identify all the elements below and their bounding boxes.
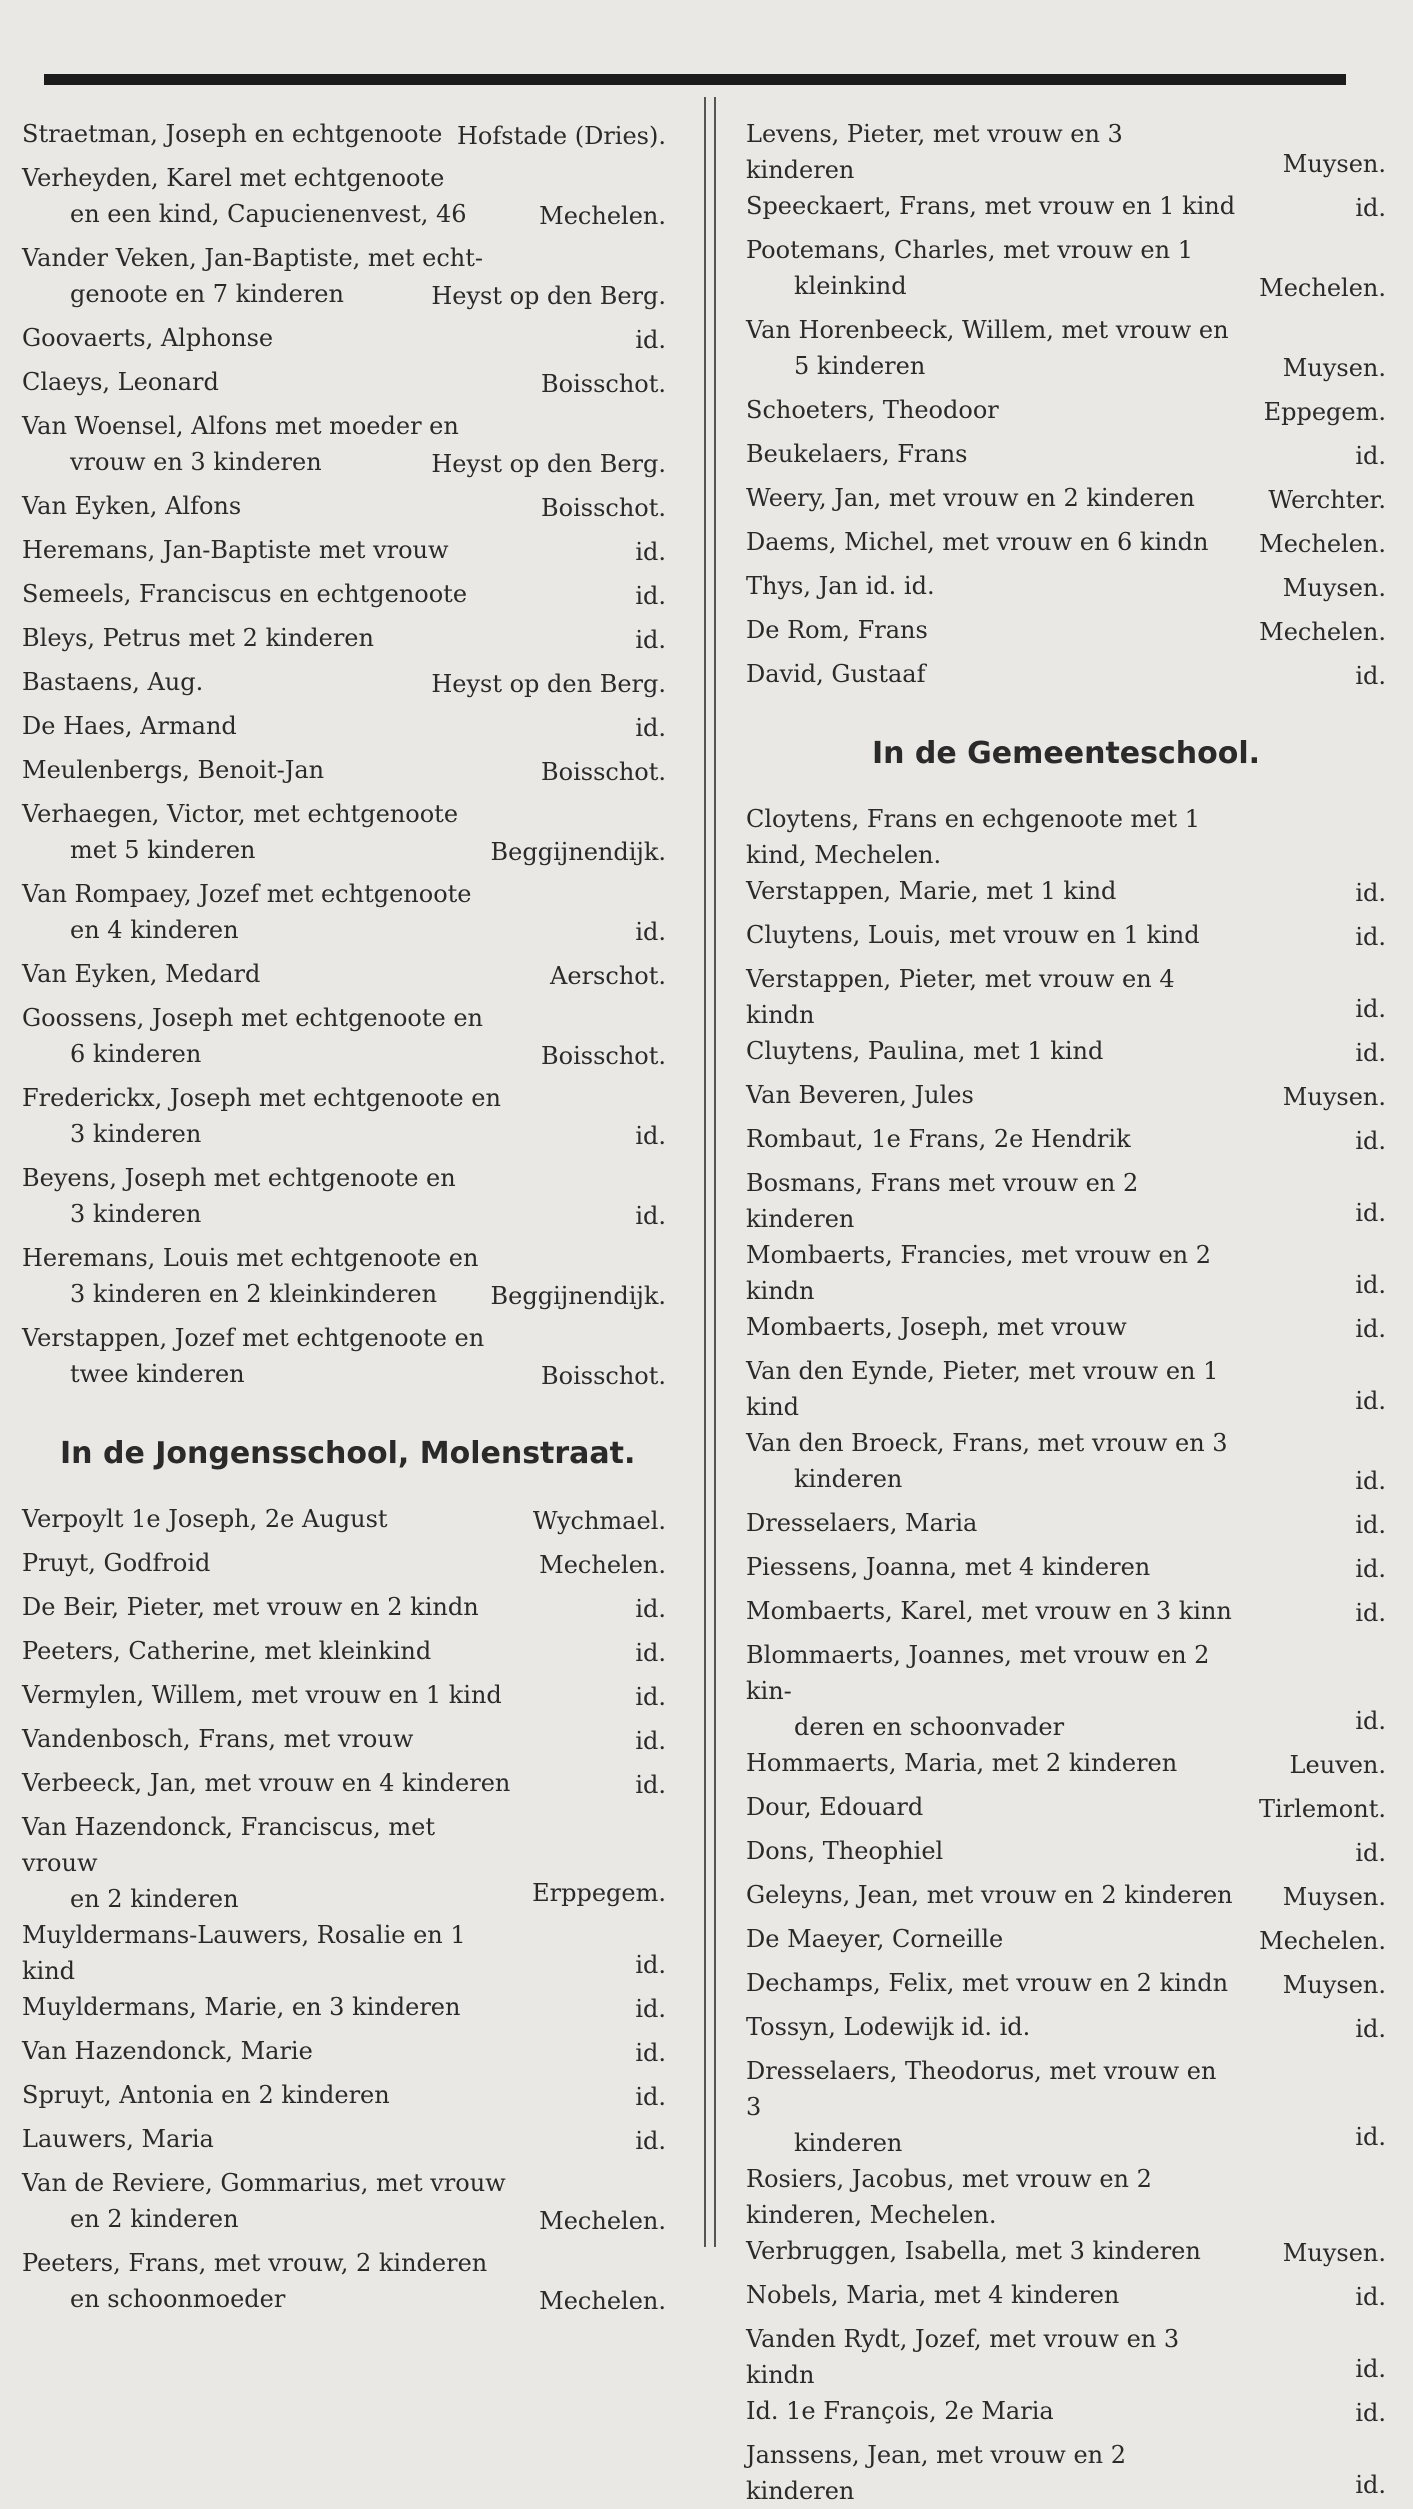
entry-place: Muysen.: [1282, 150, 1386, 178]
list-entry: [746, 1833, 1386, 1877]
entry-continuation: en schoonmoeder: [70, 2285, 286, 2313]
entry-name: Peeters, Frans, met vrouw, 2 kinderen: [22, 2249, 488, 2277]
entry-place: id.: [635, 626, 666, 654]
list-entry: [746, 1965, 1386, 2009]
entry-name: Van Hazendonck, Franciscus, met vrouw: [22, 1813, 435, 1877]
list-entry: [746, 568, 1386, 612]
entry-name: Semeels, Franciscus en echtgenoote: [22, 580, 468, 608]
entry-place: id.: [1355, 2123, 1386, 2151]
entry-place: Muysen.: [1282, 1971, 1386, 1999]
entry-place: id.: [635, 918, 666, 946]
entry-place: Boisschot.: [540, 494, 666, 522]
entry-name: Cluytens, Paulina, met 1 kind: [746, 1037, 1104, 1065]
list-entry: [746, 2277, 1386, 2321]
entry-place: Muysen.: [1282, 354, 1386, 382]
list-entry: [22, 956, 666, 1000]
entry-name: Verstappen, Pieter, met vrouw en 4 kindn: [746, 965, 1175, 1029]
entry-place: id.: [1355, 923, 1386, 951]
entry-name: Van den Broeck, Frans, met vrouw en 3: [746, 1429, 1228, 1457]
entry-continuation: 3 kinderen: [70, 1200, 202, 1228]
entry-name: Straetman, Joseph en echtgenoote: [22, 120, 443, 148]
entry-continuation: 6 kinderen: [70, 1040, 202, 1068]
entry-place: id.: [635, 2083, 666, 2111]
list-entry: [746, 1077, 1386, 1121]
entry-continuation: 3 kinderen: [70, 1120, 202, 1148]
entry-name: Van Hazendonck, Marie: [22, 2037, 313, 2065]
list-entry: [22, 664, 666, 708]
list-entry: [22, 2245, 666, 2325]
entry-place: Hofstade (Dries).: [457, 122, 666, 150]
entry-name: Dechamps, Felix, met vrouw en 2 kindn: [746, 1969, 1229, 1997]
entry-name: Lauwers, Maria: [22, 2125, 214, 2153]
list-entry: [746, 1353, 1386, 1425]
entry-name: Van Beveren, Jules: [746, 1081, 974, 1109]
entry-name: Goovaerts, Alphonse: [22, 324, 274, 352]
entry-place: id.: [635, 1639, 666, 1667]
list-entry: [22, 1000, 666, 1080]
list-entry: [22, 240, 666, 320]
entry-continuation: 5 kinderen: [794, 352, 926, 380]
entry-name: De Rom, Frans: [746, 616, 928, 644]
list-entry: [746, 1877, 1386, 1921]
entry-name: Dresselaers, Maria: [746, 1509, 978, 1537]
entry-place: id.: [635, 1995, 666, 2023]
entry-name: Spruyt, Antonia en 2 kinderen: [22, 2081, 390, 2109]
list-entry: [22, 2121, 666, 2165]
list-entry: [746, 961, 1386, 1033]
entry-name: Bosmans, Frans met vrouw en 2 kinderen: [746, 1169, 1139, 1233]
entry-continuation: genoote en 7 kinderen: [70, 280, 344, 308]
entry-name: Rosiers, Jacobus, met vrouw en 2 kinderen, Mechelen.: [746, 2165, 1152, 2229]
entry-place: id.: [635, 1122, 666, 1150]
entry-name: Van den Eynde, Pieter, met vrouw en 1 kind: [746, 1357, 1219, 1421]
list-entry: [22, 1765, 666, 1809]
entry-place: id.: [1355, 2399, 1386, 2427]
entry-continuation: deren en schoonvader: [794, 1713, 1065, 1741]
entry-name: Weery, Jan, met vrouw en 2 kinderen: [746, 484, 1195, 512]
list-entry: [746, 524, 1386, 568]
entry-place: id.: [635, 582, 666, 610]
section-heading: In de Jongensschool, Molenstraat.: [60, 1436, 636, 1471]
list-entry: [22, 796, 666, 876]
entry-name: Heremans, Louis met echtgenoote en: [22, 1244, 479, 1272]
entry-place: Mechelen.: [539, 2287, 666, 2315]
list-entry: [746, 2009, 1386, 2053]
list-entry: [22, 1809, 666, 1917]
entry-name: Bastaens, Aug.: [22, 668, 204, 696]
entry-name: Pootemans, Charles, met vrouw en 1: [746, 236, 1193, 264]
entry-place: id.: [635, 1683, 666, 1711]
entry-continuation: twee kinderen: [70, 1360, 245, 1388]
entry-continuation: kinderen: [794, 2129, 903, 2157]
entry-place: id.: [1355, 1315, 1386, 1343]
list-entry: [22, 1320, 666, 1400]
list-entry: [746, 873, 1386, 917]
entry-place: id.: [1355, 2355, 1386, 2383]
entry-name: Muyldermans, Marie, en 3 kinderen: [22, 1993, 461, 2021]
entry-place: id.: [635, 1595, 666, 1623]
entry-name: Dons, Theophiel: [746, 1837, 944, 1865]
list-entry: [746, 801, 1386, 873]
section-heading: In de Gemeenteschool.: [871, 736, 1261, 771]
entry-name: Vandenbosch, Frans, met vrouw: [22, 1725, 414, 1753]
entry-place: Heyst op den Berg.: [431, 670, 666, 698]
entry-place: id.: [1355, 1127, 1386, 1155]
entry-continuation: vrouw en 3 kinderen: [70, 448, 322, 476]
entry-name: Mombaerts, Francies, met vrouw en 2 kindn: [746, 1241, 1212, 1305]
list-entry: [22, 364, 666, 408]
entry-name: Id. 1e François, 2e Maria: [746, 2397, 1054, 2425]
entry-continuation: kinderen: [794, 1465, 903, 1493]
entry-place: Boisschot.: [540, 1362, 666, 1390]
list-entry: [746, 2233, 1386, 2277]
entry-name: Piessens, Joanna, met 4 kinderen: [746, 1553, 1151, 1581]
entry-name: Geleyns, Jean, met vrouw en 2 kinderen: [746, 1881, 1233, 1909]
list-entry: [22, 752, 666, 796]
list-entry: [22, 1917, 666, 1989]
entry-name: Rombaut, 1e Frans, 2e Hendrik: [746, 1125, 1131, 1153]
list-entry: [22, 1989, 666, 2033]
list-entry: [22, 1633, 666, 1677]
entry-place: Muysen.: [1282, 2239, 1386, 2267]
list-entry: [22, 2077, 666, 2121]
entry-name: Janssens, Jean, met vrouw en 2 kinderen: [746, 2441, 1127, 2505]
entry-name: Vermylen, Willem, met vrouw en 1 kind: [22, 1681, 502, 1709]
list-entry: [746, 2053, 1386, 2161]
entry-name: Cloytens, Frans en echgenoote met 1 kind, Mechelen.: [746, 805, 1201, 869]
column-divider-left: [704, 97, 706, 2247]
list-entry: [22, 532, 666, 576]
entry-place: id.: [635, 2127, 666, 2155]
entry-name: Van Woensel, Alfons met moeder en: [22, 412, 459, 440]
entry-name: Vander Veken, Jan-Baptiste, met echt-: [22, 244, 483, 272]
list-entry: [22, 876, 666, 956]
list-entry: [746, 612, 1386, 656]
list-entry: [746, 917, 1386, 961]
entry-name: Levens, Pieter, met vrouw en 3 kinderen: [746, 120, 1123, 184]
list-entry: [746, 1505, 1386, 1549]
list-entry: [746, 1921, 1386, 1965]
entry-place: Mechelen.: [539, 2207, 666, 2235]
list-entry: [746, 1593, 1386, 1637]
entry-place: id.: [1355, 194, 1386, 222]
right-column: [746, 116, 1386, 2509]
entry-place: Tirlemont.: [1259, 1795, 1386, 1823]
entry-place: id.: [635, 1951, 666, 1979]
entry-place: id.: [635, 1771, 666, 1799]
entry-place: id.: [1355, 662, 1386, 690]
entry-name: Van Rompaey, Jozef met echtgenoote: [22, 880, 472, 908]
entry-name: Dresselaers, Theodorus, met vrouw en 3: [746, 2057, 1217, 2121]
entry-name: Meulenbergs, Benoit-Jan: [22, 756, 325, 784]
left-column: [22, 116, 666, 2325]
column-divider-right: [714, 97, 716, 2247]
list-entry: [22, 488, 666, 532]
entry-name: Pruyt, Godfroid: [22, 1549, 211, 1577]
list-entry: [22, 2033, 666, 2077]
entry-place: id.: [1355, 1707, 1386, 1735]
entry-place: Wychmael.: [532, 1507, 666, 1535]
list-entry: [22, 576, 666, 620]
list-entry: [746, 480, 1386, 524]
entry-name: Hommaerts, Maria, met 2 kinderen: [746, 1749, 1178, 1777]
entry-name: Blommaerts, Joannes, met vrouw en 2 kin-: [746, 1641, 1210, 1705]
entry-place: Aerschot.: [550, 962, 666, 990]
entry-place: id.: [1355, 1599, 1386, 1627]
entry-place: Muysen.: [1282, 1883, 1386, 1911]
list-entry: [22, 160, 666, 240]
list-entry: [746, 232, 1386, 312]
entry-place: id.: [1355, 1199, 1386, 1227]
entry-place: id.: [1355, 995, 1386, 1023]
entry-name: De Haes, Armand: [22, 712, 237, 740]
entry-name: Tossyn, Lodewijk id. id.: [746, 2013, 1031, 2041]
list-entry: [22, 1240, 666, 1320]
entry-name: Frederickx, Joseph met echtgenoote en: [22, 1084, 501, 1112]
entry-name: Nobels, Maria, met 4 kinderen: [746, 2281, 1120, 2309]
entry-place: id.: [1355, 1039, 1386, 1067]
entry-continuation: 3 kinderen en 2 kleinkinderen: [70, 1280, 438, 1308]
list-entry: [746, 2437, 1386, 2509]
entry-name: Beyens, Joseph met echtgenoote en: [22, 1164, 456, 1192]
entry-place: Erppegem.: [532, 1879, 666, 1907]
entry-name: Heremans, Jan-Baptiste met vrouw: [22, 536, 449, 564]
entry-continuation: en 2 kinderen: [70, 1885, 239, 1913]
entry-name: De Beir, Pieter, met vrouw en 2 kindn: [22, 1593, 479, 1621]
list-entry: [22, 2165, 666, 2245]
entry-continuation: en 4 kinderen: [70, 916, 239, 944]
entry-continuation: en een kind, Capucienenvest, 46: [70, 200, 467, 228]
entry-name: Dour, Edouard: [746, 1793, 924, 1821]
entry-place: id.: [635, 326, 666, 354]
entry-name: Goossens, Joseph met echtgenoote en: [22, 1004, 484, 1032]
entry-name: Mombaerts, Joseph, met vrouw: [746, 1313, 1127, 1341]
entry-place: Boisschot.: [540, 758, 666, 786]
entry-name: Verhaegen, Victor, met echtgenoote: [22, 800, 459, 828]
entry-name: Verheyden, Karel met echtgenoote: [22, 164, 445, 192]
entry-place: id.: [1355, 2283, 1386, 2311]
entry-place: id.: [635, 538, 666, 566]
entry-name: Verstappen, Marie, met 1 kind: [746, 877, 1117, 905]
entry-name: Van Eyken, Alfons: [22, 492, 242, 520]
entry-continuation: en 2 kinderen: [70, 2205, 239, 2233]
list-entry: [746, 2161, 1386, 2233]
entry-name: De Maeyer, Corneille: [746, 1925, 1004, 1953]
list-entry: [746, 1237, 1386, 1309]
top-rule: [44, 74, 1346, 85]
entry-name: Bleys, Petrus met 2 kinderen: [22, 624, 374, 652]
list-entry: [746, 1309, 1386, 1353]
entry-place: Eppegem.: [1263, 398, 1386, 426]
list-entry: [746, 1165, 1386, 1237]
entry-name: Verbruggen, Isabella, met 3 kinderen: [746, 2237, 1201, 2265]
entry-name: Speeckaert, Frans, met vrouw en 1 kind: [746, 192, 1236, 220]
list-entry: [746, 2321, 1386, 2393]
list-entry: [22, 1721, 666, 1765]
list-entry: [746, 656, 1386, 700]
list-entry: [746, 1789, 1386, 1833]
list-entry: [22, 1677, 666, 1721]
entry-place: id.: [1355, 1387, 1386, 1415]
entry-place: Leuven.: [1289, 1751, 1386, 1779]
entry-place: Mechelen.: [1259, 274, 1386, 302]
entry-place: id.: [635, 2039, 666, 2067]
entry-place: Beggijnendijk.: [490, 838, 666, 866]
list-entry: [22, 1589, 666, 1633]
entry-name: Claeys, Leonard: [22, 368, 219, 396]
list-entry: [22, 1545, 666, 1589]
entry-name: Cluytens, Louis, met vrouw en 1 kind: [746, 921, 1200, 949]
list-entry: [22, 708, 666, 752]
entry-name: Schoeters, Theodoor: [746, 396, 999, 424]
entry-name: Thys, Jan id. id.: [746, 572, 935, 600]
entry-place: id.: [1355, 1511, 1386, 1539]
entry-place: id.: [1355, 879, 1386, 907]
entry-name: Muyldermans-Lauwers, Rosalie en 1 kind: [22, 1921, 466, 1985]
entry-place: id.: [1355, 1555, 1386, 1583]
entry-place: Mechelen.: [539, 1551, 666, 1579]
list-entry: [746, 116, 1386, 188]
entry-place: id.: [1355, 442, 1386, 470]
entry-name: Van de Reviere, Gommarius, met vrouw: [22, 2169, 506, 2197]
entry-place: Beggijnendijk.: [490, 1282, 666, 1310]
entry-place: id.: [1355, 2015, 1386, 2043]
list-entry: [22, 116, 666, 160]
entry-place: id.: [1355, 2471, 1386, 2499]
entry-place: Mechelen.: [1259, 530, 1386, 558]
entry-name: Verstappen, Jozef met echtgenoote en: [22, 1324, 485, 1352]
list-entry: [746, 1637, 1386, 1745]
entry-place: Mechelen.: [1259, 1927, 1386, 1955]
entry-place: Boisschot.: [540, 1042, 666, 1070]
list-entry: [746, 1033, 1386, 1077]
list-entry: [22, 1160, 666, 1240]
list-entry: [746, 1121, 1386, 1165]
list-entry: [22, 408, 666, 488]
entry-name: Verbeeck, Jan, met vrouw en 4 kinderen: [22, 1769, 511, 1797]
entry-continuation: kleinkind: [794, 272, 907, 300]
list-entry: [22, 1080, 666, 1160]
entry-continuation: met 5 kinderen: [70, 836, 256, 864]
list-entry: [746, 1425, 1386, 1505]
entry-name: Van Horenbeeck, Willem, met vrouw en: [746, 316, 1229, 344]
list-entry: [746, 436, 1386, 480]
entry-name: Van Eyken, Medard: [22, 960, 261, 988]
entry-name: Vanden Rydt, Jozef, met vrouw en 3 kindn: [746, 2325, 1180, 2389]
entry-place: id.: [1355, 1467, 1386, 1495]
entry-place: id.: [635, 1727, 666, 1755]
list-entry: [746, 2393, 1386, 2437]
entry-name: Verpoylt 1e Joseph, 2e August: [22, 1505, 388, 1533]
list-entry: [746, 312, 1386, 392]
entry-place: Heyst op den Berg.: [431, 450, 666, 478]
entry-name: Beukelaers, Frans: [746, 440, 968, 468]
entry-name: David, Gustaaf: [746, 660, 926, 688]
entry-name: Peeters, Catherine, met kleinkind: [22, 1637, 432, 1665]
list-entry: [746, 188, 1386, 232]
entry-place: Werchter.: [1268, 486, 1386, 514]
entry-place: Heyst op den Berg.: [431, 282, 666, 310]
list-entry: [746, 1745, 1386, 1789]
list-entry: [22, 320, 666, 364]
list-entry: [22, 1501, 666, 1545]
entry-place: Mechelen.: [1259, 618, 1386, 646]
entry-place: Boisschot.: [540, 370, 666, 398]
entry-place: Muysen.: [1282, 1083, 1386, 1111]
entry-place: id.: [1355, 1271, 1386, 1299]
entry-place: id.: [635, 714, 666, 742]
list-entry: [746, 1549, 1386, 1593]
list-entry: [746, 392, 1386, 436]
entry-name: Mombaerts, Karel, met vrouw en 3 kinn: [746, 1597, 1232, 1625]
entry-place: Muysen.: [1282, 574, 1386, 602]
list-entry: [22, 620, 666, 664]
entry-place: id.: [635, 1202, 666, 1230]
entry-place: id.: [1355, 1839, 1386, 1867]
entry-place: Mechelen.: [539, 202, 666, 230]
entry-name: Daems, Michel, met vrouw en 6 kindn: [746, 528, 1209, 556]
